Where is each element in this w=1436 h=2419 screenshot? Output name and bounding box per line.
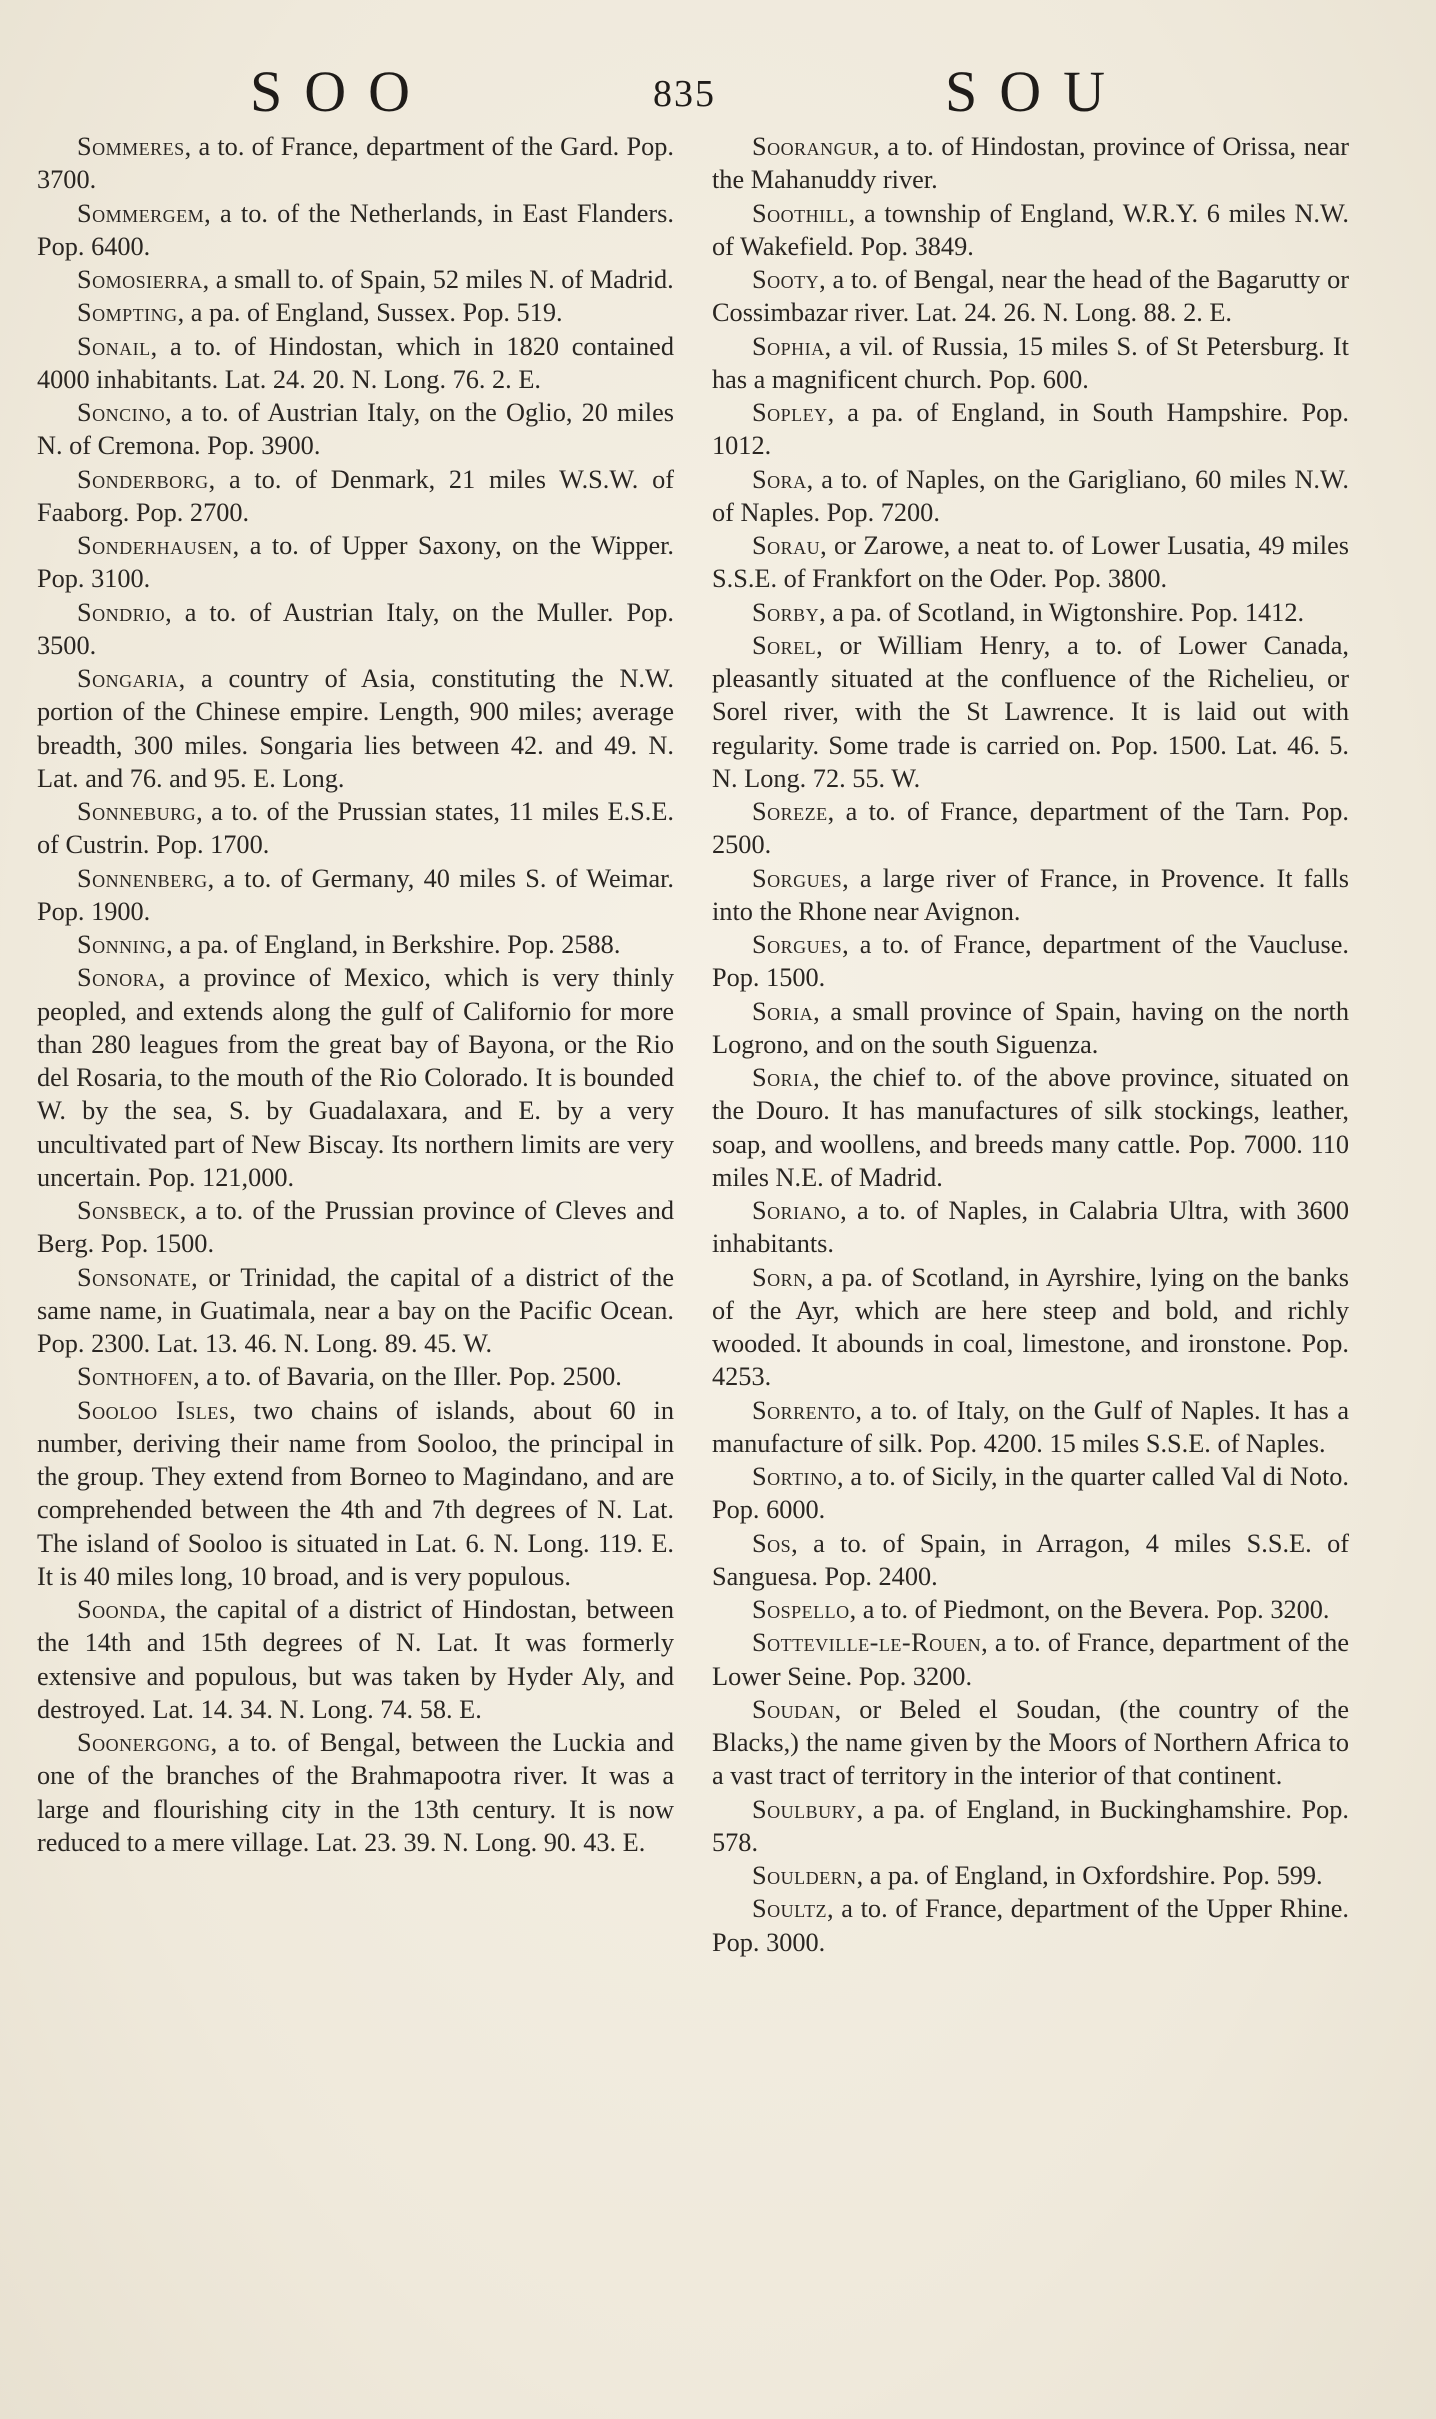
gazetteer-entry (37, 662, 674, 795)
entry-headword: Sospello (752, 1595, 850, 1624)
gazetteer-entry (712, 928, 1349, 995)
gazetteer-entry (712, 1693, 1349, 1793)
entry-headword: Soulbury (752, 1794, 857, 1824)
entry-headword: Sonsonate (77, 1262, 192, 1292)
entry-text: , or Zarowe, a neat to. of Lower Lusatia, 49 miles S.S.E. of Frankfort on the Oder. Pop. 3800. (712, 531, 1349, 594)
gazetteer-entry (712, 1394, 1349, 1461)
entry-headword: Sondrio (77, 597, 166, 627)
entry-text: , a to. of Bengal, near the head of the Bagarutty or Cossimbazar river. Lat. 24. 26. N. Long. 88. 2. E. (712, 265, 1349, 328)
entry-text: , a pa. of England, in Buckinghamshire. Pop. 578. (712, 1794, 1349, 1857)
gazetteer-entry (37, 296, 674, 329)
entry-headword: Sonsbeck (77, 1196, 180, 1225)
entry-text: , a to. of Naples, in Calabria Ultra, with 3600 inhabitants. (712, 1196, 1349, 1259)
gazetteer-entry (712, 1460, 1349, 1527)
entry-headword: Sorgues (752, 863, 843, 893)
gazetteer-entry (37, 330, 674, 397)
gazetteer-entry (37, 862, 674, 929)
entry-headword: Soudan (752, 1694, 835, 1724)
entry-headword: Soonda (77, 1595, 160, 1624)
gazetteer-entry (37, 928, 674, 961)
entry-text: , or William Henry, a to. of Lower Canada, pleasantly situated at the confluence of the Richelieu, or Sorel river, with the St Lawrence. It is laid out with regularity. Some trade is carried on. Pop. 1500. Lat. 46. 5. N. Long. 72. 55. W. (712, 630, 1349, 793)
entry-headword: Sortino (752, 1462, 838, 1491)
entry-headword: Sonnenberg (77, 863, 208, 893)
entry-headword: Sonning (77, 930, 167, 959)
gazetteer-entry (37, 1394, 674, 1594)
gazetteer-entry (37, 1726, 674, 1859)
entry-headword: Sora (752, 464, 807, 494)
gazetteer-entry (37, 463, 674, 530)
entry-text: , a pa. of Scotland, in Wigtonshire. Pop. 1412. (819, 597, 1305, 627)
entry-text: , a to. of Germany, 40 miles S. of Weimar. Pop. 1900. (37, 863, 674, 926)
running-head-right: SOU (945, 59, 1128, 124)
entry-headword: Sos (752, 1528, 792, 1558)
entry-headword: Sorby (752, 597, 820, 627)
gazetteer-entry (712, 330, 1349, 397)
entry-text: , a pa. of England, in South Hampshire. Pop. 1012. (712, 398, 1349, 461)
entry-text: , a pa. of England, in Oxfordshire. Pop. 599. (856, 1861, 1323, 1890)
entry-headword: Soria (752, 996, 814, 1026)
entry-text: , a pa. of Scotland, in Ayrshire, lying on the banks of the Ayr, which are here steep and bold, and richly wooded. It abounds in coal, limestone, and ironstone. Pop. 4253. (712, 1262, 1349, 1392)
running-head-left: SOO (250, 59, 433, 124)
gazetteer-entry (37, 1593, 674, 1726)
entry-text: , a township of England, W.R.Y. 6 miles N.W. of Wakefield. Pop. 3849. (712, 198, 1349, 261)
entry-headword: Sopley (752, 398, 828, 427)
entry-headword: Soriano (752, 1196, 841, 1225)
entry-text: , a to. of Italy, on the Gulf of Naples. It has a manufacture of silk. Pop. 4200. 15 miles S.S.E. of Naples. (712, 1395, 1349, 1458)
entry-headword: Sonail (77, 331, 151, 361)
entry-text: , a vil. of Russia, 15 miles S. of St Petersburg. It has a magnificent church. Pop. 600. (712, 331, 1349, 394)
entry-headword: Sorrento (752, 1395, 856, 1425)
gazetteer-entry (712, 1527, 1349, 1594)
gazetteer-entry (37, 795, 674, 862)
entry-headword: Sommeres (77, 132, 185, 161)
page-number: 835 (653, 73, 716, 115)
gazetteer-entry (712, 1194, 1349, 1261)
gazetteer-entry (712, 1859, 1349, 1892)
entry-headword: Sorel (752, 630, 817, 660)
gazetteer-entry (712, 862, 1349, 929)
entry-headword: Sorgues (752, 930, 843, 959)
entry-text: , a country of Asia, constituting the N.W. portion of the Chinese empire. Length, 900 miles; average breadth, 300 miles. Songaria lies between 42. and 49. N. Lat. and 76. and 95. E. Long. (37, 664, 674, 793)
gazetteer-entry (37, 396, 674, 463)
gazetteer-entry (712, 263, 1349, 330)
gazetteer-entry (712, 795, 1349, 862)
gazetteer-entry (712, 1061, 1349, 1194)
gazetteer-entry (37, 529, 674, 596)
gazetteer-entry (712, 130, 1349, 197)
entry-headword: Sonneburg (77, 797, 197, 826)
entry-headword: Sonderborg (77, 464, 209, 494)
right-column (712, 130, 1349, 1959)
left-column (37, 130, 674, 1859)
entry-text: , or Trinidad, the capital of a district of the same name, in Guatimala, near a bay on the Pacific Ocean. Pop. 2300. Lat. 13. 46. N. Long. 89. 45. W. (37, 1262, 674, 1358)
entry-headword: Sooty (752, 265, 820, 294)
entry-headword: Soultz (752, 1894, 827, 1924)
entry-headword: Soothill (752, 198, 849, 228)
entry-headword: Somosierra (77, 265, 203, 294)
entry-text: , a small province of Spain, having on the north Logrono, and on the south Siguenza. (712, 996, 1349, 1059)
entry-headword: Sompting (77, 298, 178, 328)
entry-text: , a to. of France, department of the Lower Seine. Pop. 3200. (712, 1628, 1349, 1691)
entry-headword: Songaria (77, 664, 179, 693)
entry-text: , a to. of Spain, in Arragon, 4 miles S.S.E. of Sanguesa. Pop. 2400. (712, 1528, 1349, 1591)
gazetteer-entry (712, 596, 1349, 629)
gazetteer-entry (37, 1194, 674, 1261)
entry-text: , a to. of Hindostan, province of Orissa, near the Mahanuddy river. (712, 132, 1349, 195)
gazetteer-entry (712, 529, 1349, 596)
gazetteer-entry (712, 1793, 1349, 1860)
gazetteer-entry (712, 629, 1349, 795)
gazetteer-entry (37, 197, 674, 264)
entry-headword: Sophia (752, 331, 825, 361)
gazetteer-entry (37, 1360, 674, 1393)
entry-text: , a small to. of Spain, 52 miles N. of Madrid. (202, 265, 674, 294)
entry-headword: Soncino (77, 398, 166, 427)
entry-text: , a to. of Austrian Italy, on the Oglio, 20 miles N. of Cremona. Pop. 3900. (37, 398, 674, 461)
gazetteer-entry (37, 263, 674, 296)
entry-text: , a to. of Naples, on the Garigliano, 60 miles N.W. of Naples. Pop. 7200. (712, 464, 1349, 527)
gazetteer-entry (37, 596, 674, 663)
entry-text: , a pa. of England, Sussex. Pop. 519. (177, 298, 563, 328)
gazetteer-entry (712, 1892, 1349, 1959)
gazetteer-entry (712, 396, 1349, 463)
entry-headword: Sonderhausen (77, 531, 233, 560)
entry-headword: Sonthofen (77, 1362, 194, 1392)
entry-text: , a to. of Austrian Italy, on the Muller. Pop. 3500. (37, 597, 674, 660)
entry-headword: Sonora (77, 963, 159, 993)
gazetteer-entry (712, 1261, 1349, 1394)
entry-text: , a to. of France, department of the Gard. Pop. 3700. (37, 132, 674, 195)
gazetteer-entry (712, 1626, 1349, 1693)
entry-headword: Sommergem (77, 198, 205, 228)
entry-text: , a to. of France, department of the Vaucluse. Pop. 1500. (712, 930, 1349, 993)
entry-headword: Sorau (752, 531, 821, 560)
entry-text: , a to. of France, department of the Tarn. Pop. 2500. (712, 797, 1349, 860)
entry-text: , two chains of islands, about 60 in number, deriving their name from Sooloo, the principal in the group. They extend from Borneo to Magindano, and are comprehended between the 4th and 7th degrees of N. Lat. The island of Sooloo is situated in Lat. 6. N. Long. 119. E. It is 40 miles long, 10 broad, and is very populous. (37, 1395, 674, 1591)
entry-text: , a to. of the Netherlands, in East Flanders. Pop. 6400. (37, 198, 674, 261)
entry-text: , the capital of a district of Hindostan, between the 14th and 15th degrees of N. Lat. It was formerly extensive and populous, but was taken by Hyder Aly, and destroyed. Lat. 14. 34. N. Long. 74. 58. E. (37, 1595, 674, 1724)
entry-text: , a pa. of England, in Berkshire. Pop. 2588. (166, 930, 621, 959)
gazetteer-entry (37, 1261, 674, 1361)
entry-headword: Soria (752, 1063, 814, 1092)
gazetteer-entry (37, 961, 674, 1194)
entry-text: , a province of Mexico, which is very thinly peopled, and extends along the gulf of Californio for more than 280 leagues from the great bay of Bayona, or the Rio del Rosaria, to the mouth of the Rio Colorado. It is bounded W. by the sea, S. by Guadalaxara, and E. by a very uncultivated part of New Biscay. Its northern limits are very uncertain. Pop. 121,000. (37, 963, 674, 1192)
entry-headword: Sotteville-le-Rouen (752, 1628, 982, 1658)
entry-headword: Sorn (752, 1262, 807, 1292)
entry-text: , or Beled el Soudan, (the country of the Blacks,) the name given by the Moors of Northern Africa to a vast tract of territory in the interior of that continent. (712, 1694, 1349, 1791)
entry-text: , a to. of the Prussian states, 11 miles E.S.E. of Custrin. Pop. 1700. (37, 797, 674, 860)
entry-headword: Sooloo Isles (77, 1395, 230, 1425)
entry-text: , a to. of the Prussian province of Cleves and Berg. Pop. 1500. (37, 1196, 674, 1259)
entry-text: , a to. of Hindostan, which in 1820 contained 4000 inhabitants. Lat. 24. 20. N. Long. 76. 2. E. (37, 331, 674, 394)
entry-text: , the chief to. of the above province, situated on the Douro. It has manufactures of silk stockings, leather, soap, and woollens, and breeds many cattle. Pop. 7000. 110 miles N.E. of Madrid. (712, 1063, 1349, 1192)
gazetteer-entry (712, 995, 1349, 1062)
entry-text: , a to. of Bavaria, on the Iller. Pop. 2500. (193, 1362, 622, 1392)
entry-text: , a to. of France, department of the Upper Rhine. Pop. 3000. (712, 1894, 1349, 1957)
entry-text: , a to. of Denmark, 21 miles W.S.W. of Faaborg. Pop. 2700. (37, 464, 674, 527)
entry-headword: Souldern (752, 1861, 857, 1890)
gazetteer-entry (712, 463, 1349, 530)
entry-text: , a to. of Upper Saxony, on the Wipper. Pop. 3100. (37, 531, 674, 594)
gazetteer-entry (37, 130, 674, 197)
entry-headword: Soreze (752, 797, 828, 826)
gazetteer-entry (712, 197, 1349, 264)
entry-text: , a to. of Sicily, in the quarter called Val di Noto. Pop. 6000. (712, 1462, 1349, 1525)
gazetteer-entry (712, 1593, 1349, 1626)
entry-text: , a large river of France, in Provence. It falls into the Rhone near Avignon. (712, 863, 1349, 926)
entry-headword: Soorangur (752, 132, 874, 161)
entry-headword: Soonergong (77, 1728, 211, 1757)
entry-text: , a to. of Bengal, between the Luckia and one of the branches of the Brahmapootra river. It was a large and flourishing city in the 13th century. It is now reduced to a mere village. Lat. 23. 39. N. Long. 90. 43. E. (37, 1728, 674, 1857)
entry-text: , a to. of Piedmont, on the Bevera. Pop. 3200. (849, 1595, 1330, 1624)
